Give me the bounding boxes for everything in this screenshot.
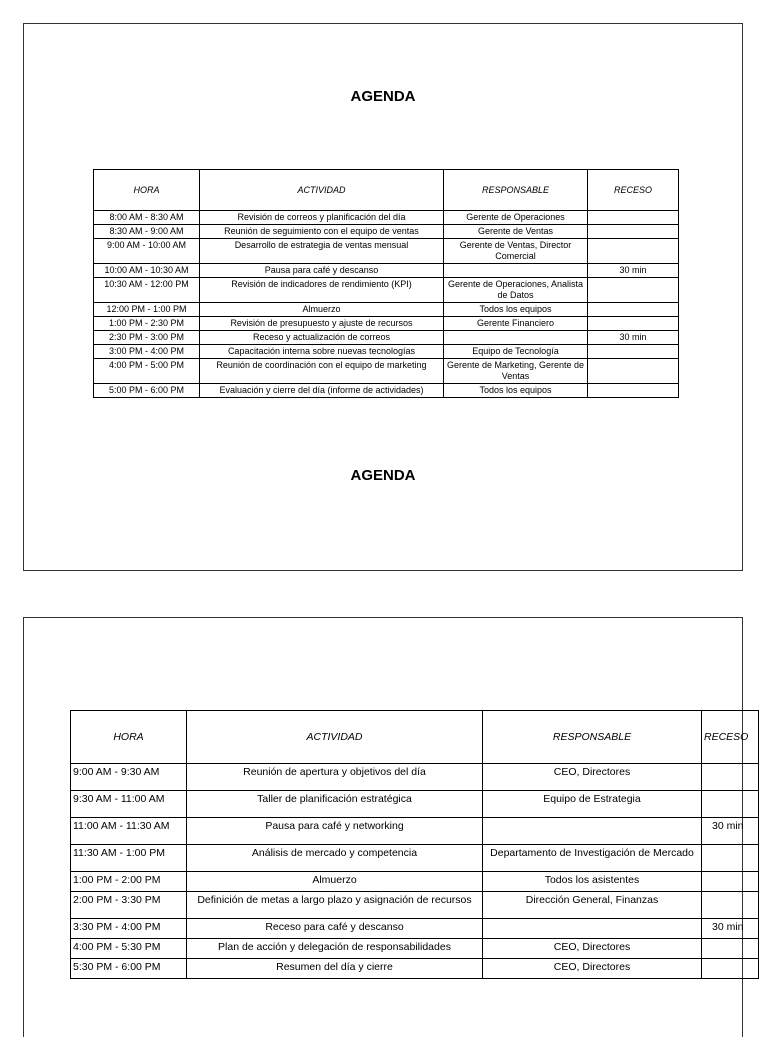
table-header-row [71,711,759,764]
cell-actividad: Revisión de correos y planificación del día [200,211,444,225]
table-row [94,225,679,239]
cell-hora: 8:30 AM - 9:00 AM [94,225,200,239]
cell-receso [702,872,759,892]
agenda-title-bottom: AGENDA [350,467,416,484]
cell-hora: 5:00 PM - 6:00 PM [94,384,200,398]
table-row [94,278,679,303]
cell-actividad: Reunión de seguimiento con el equipo de ventas [200,225,444,239]
table-row [94,303,679,317]
cell-responsable: Gerente de Ventas, Director Comercial [444,239,588,264]
cell-receso [702,939,759,959]
cell-responsable [483,919,702,939]
header-actividad: ACTIVIDAD [200,170,444,211]
cell-hora: 2:30 PM - 3:00 PM [94,331,200,345]
cell-hora: 3:00 PM - 4:00 PM [94,345,200,359]
header-receso: RECESO [588,170,679,211]
cell-receso: 30 min [588,264,679,278]
cell-hora: 4:00 PM - 5:30 PM [71,939,187,959]
cell-hora: 9:30 AM - 11:00 AM [71,791,187,818]
cell-hora: 1:00 PM - 2:00 PM [71,872,187,892]
cell-responsable: Gerente de Marketing, Gerente de Ventas [444,359,588,384]
cell-hora: 11:00 AM - 11:30 AM [71,818,187,845]
cell-actividad: Pausa para café y descanso [200,264,444,278]
cell-hora: 1:00 PM - 2:30 PM [94,317,200,331]
table-header-row [94,170,679,211]
cell-actividad: Almuerzo [187,872,483,892]
cell-actividad: Capacitación interna sobre nuevas tecnologías [200,345,444,359]
document-page-2 [23,617,749,1037]
cell-actividad: Resumen del día y cierre [187,959,483,979]
table-row [71,845,759,872]
cell-responsable: Equipo de Tecnología [444,345,588,359]
agenda-table-1 [93,169,679,398]
cell-responsable: CEO, Directores [483,959,702,979]
header-hora: HORA [71,711,187,764]
cell-receso: 30 min [702,919,759,939]
table-row [94,384,679,398]
cell-hora: 12:00 PM - 1:00 PM [94,303,200,317]
cell-actividad: Plan de acción y delegación de responsabilidades [187,939,483,959]
cell-receso [588,225,679,239]
table-row [94,331,679,345]
cell-responsable: Gerente de Operaciones, Analista de Datos [444,278,588,303]
cell-actividad: Receso para café y descanso [187,919,483,939]
cell-receso [588,384,679,398]
cell-actividad: Definición de metas a largo plazo y asignación de recursos [187,892,483,919]
header-responsable: RESPONSABLE [483,711,702,764]
cell-actividad: Receso y actualización de correos [200,331,444,345]
cell-receso [588,359,679,384]
cell-actividad: Análisis de mercado y competencia [187,845,483,872]
cell-actividad: Reunión de coordinación con el equipo de marketing [200,359,444,384]
cell-responsable: Gerente de Operaciones [444,211,588,225]
table-row [94,359,679,384]
table-row [94,211,679,225]
cell-actividad: Pausa para café y networking [187,818,483,845]
cell-responsable: CEO, Directores [483,939,702,959]
cell-receso [702,764,759,791]
table-row [71,919,759,939]
cell-receso [702,791,759,818]
agenda-table-2 [70,710,759,979]
cell-responsable: CEO, Directores [483,764,702,791]
cell-hora: 3:30 PM - 4:00 PM [71,919,187,939]
cell-actividad: Desarrollo de estrategia de ventas mensual [200,239,444,264]
cell-actividad: Revisión de indicadores de rendimiento (KPI) [200,278,444,303]
table-row [71,818,759,845]
cell-receso [588,345,679,359]
cell-responsable: Dirección General, Finanzas [483,892,702,919]
table-row [94,317,679,331]
cell-responsable: Todos los equipos [444,303,588,317]
header-actividad: ACTIVIDAD [187,711,483,764]
table-row [71,872,759,892]
cell-receso [588,303,679,317]
cell-receso [588,317,679,331]
cell-responsable: Todos los asistentes [483,872,702,892]
cell-hora: 5:30 PM - 6:00 PM [71,959,187,979]
cell-hora: 10:30 AM - 12:00 PM [94,278,200,303]
cell-hora: 11:30 AM - 1:00 PM [71,845,187,872]
cell-actividad: Reunión de apertura y objetivos del día [187,764,483,791]
cell-receso [702,845,759,872]
cell-receso [588,278,679,303]
table-row [71,959,759,979]
table-row [94,264,679,278]
cell-responsable [483,818,702,845]
cell-actividad: Evaluación y cierre del día (informe de actividades) [200,384,444,398]
cell-responsable: Todos los equipos [444,384,588,398]
cell-hora: 10:00 AM - 10:30 AM [94,264,200,278]
cell-receso [588,211,679,225]
cell-responsable: Gerente de Ventas [444,225,588,239]
cell-hora: 2:00 PM - 3:30 PM [71,892,187,919]
table-row [71,791,759,818]
cell-receso: 30 min [702,818,759,845]
cell-responsable [444,331,588,345]
table-row [71,939,759,959]
cell-hora: 8:00 AM - 8:30 AM [94,211,200,225]
cell-receso [702,959,759,979]
cell-responsable [444,264,588,278]
cell-receso: 30 min [588,331,679,345]
header-hora: HORA [94,170,200,211]
table-row [94,345,679,359]
cell-actividad: Almuerzo [200,303,444,317]
cell-receso [588,239,679,264]
cell-hora: 9:00 AM - 9:30 AM [71,764,187,791]
cell-responsable: Departamento de Investigación de Mercado [483,845,702,872]
header-responsable: RESPONSABLE [444,170,588,211]
cell-responsable: Equipo de Estrategia [483,791,702,818]
document-page-1 [23,23,743,571]
cell-actividad: Revisión de presupuesto y ajuste de recursos [200,317,444,331]
cell-receso [702,892,759,919]
table-row [71,892,759,919]
cell-hora: 9:00 AM - 10:00 AM [94,239,200,264]
header-receso: RECESO [702,711,759,764]
agenda-title: AGENDA [350,88,416,105]
table-row [71,764,759,791]
cell-responsable: Gerente Financiero [444,317,588,331]
cell-hora: 4:00 PM - 5:00 PM [94,359,200,384]
cell-actividad: Taller de planificación estratégica [187,791,483,818]
table-row [94,239,679,264]
